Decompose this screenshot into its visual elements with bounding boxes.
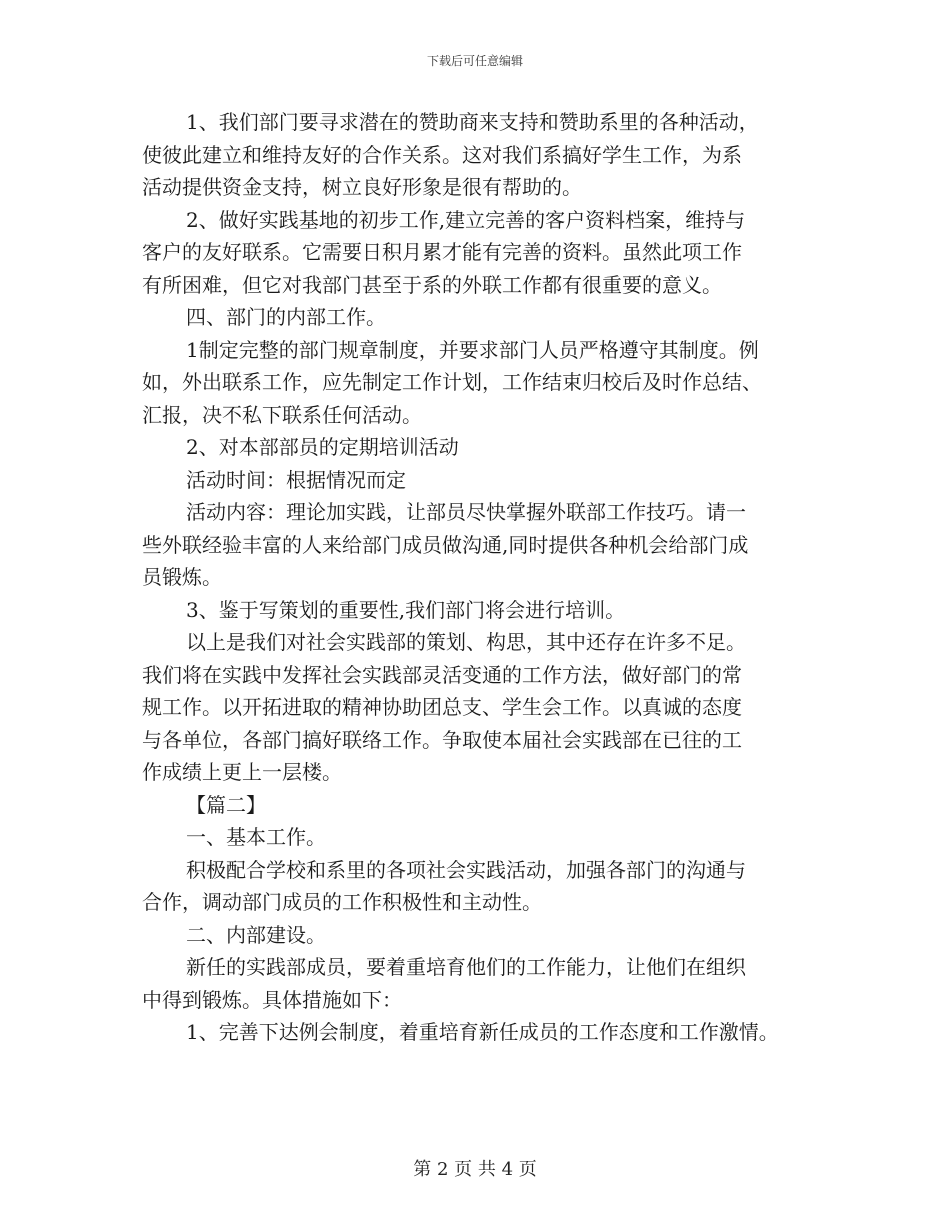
text-line: 中得到锻炼。具体措施如下： <box>142 987 402 1012</box>
text-line: 以上是我们对社会实践部的策划、构思，其中还存在许多不足。 <box>186 630 746 654</box>
paragraph <box>142 496 842 594</box>
text-line: 四、部门的内部工作。 <box>186 305 386 329</box>
text-line: 与各单位，各部门搞好联络工作。争取使本届社会实践部在已往的工 <box>142 727 742 752</box>
text-line: 有所困难，但它对我部门甚至于系的外联工作都有很重要的意义。 <box>142 272 722 297</box>
text-line: 1、完善下达例会制度，着重培育新任成员的工作态度和工作激情。 <box>186 1020 779 1044</box>
text-line: 活动内容：理论加实践，让部员尽快掌握外联部工作技巧。请一 <box>186 500 746 524</box>
paragraph <box>142 464 842 497</box>
text-line: 一、基本工作。 <box>186 825 326 849</box>
paragraph <box>142 626 842 789</box>
paragraph <box>142 594 842 627</box>
section-heading <box>142 919 842 952</box>
section-heading <box>142 301 842 334</box>
text-line: 规工作。以开拓进取的精神协助团总支、学生会工作。以真诚的态度 <box>142 695 742 719</box>
text-line: 活动时间：根据情况而定 <box>186 467 406 492</box>
paragraph <box>142 106 842 204</box>
text-line: 新任的实践部成员，要着重培育他们的工作能力，让他们在组织 <box>186 955 746 979</box>
text-line: 积极配合学校和系里的各项社会实践活动，加强各部门的沟通与 <box>186 857 746 882</box>
paragraph <box>142 204 842 302</box>
text-line: 客户的友好联系。它需要日积月累才能有完善的资料。虽然此项工作 <box>142 240 742 264</box>
paragraph <box>142 951 842 1016</box>
paragraph <box>142 1016 842 1049</box>
section-heading <box>142 821 842 854</box>
document-body <box>142 106 842 1049</box>
page-footer: 第 2 页 共 4 页 <box>413 1159 537 1180</box>
text-line: 二、内部建设。 <box>186 922 326 947</box>
paragraph <box>142 431 842 464</box>
text-line: 活动提供资金支持，树立良好形象是很有帮助的。 <box>142 175 582 199</box>
section-heading <box>142 789 842 822</box>
text-line: 如，外出联系工作，应先制定工作计划，工作结束归校后及时作总结、 <box>142 370 762 394</box>
text-line: 我们将在实践中发挥社会实践部灵活变通的工作方法，做好部门的常 <box>142 662 742 687</box>
text-line: 3、鉴于写策划的重要性,我们部门将会进行培训。 <box>186 597 626 622</box>
text-line: 1制定完整的部门规章制度，并要求部门人员严格遵守其制度。例 <box>186 337 759 362</box>
text-line: 员锻炼。 <box>142 565 222 589</box>
paragraph <box>142 854 842 919</box>
text-line: 2、做好实践基地的初步工作,建立完善的客户资料档案，维持与 <box>186 207 746 232</box>
text-line: 作成绩上更上一层楼。 <box>142 760 342 784</box>
text-line: 些外联经验丰富的人来给部门成员做沟通,同时提供各种机会给部门成 <box>142 532 749 557</box>
text-line: 1、我们部门要寻求潜在的赞助商来支持和赞助系里的各种活动， <box>186 110 759 134</box>
text-line: 合作，调动部门成员的工作积极性和主动性。 <box>142 890 542 914</box>
paragraph <box>142 334 842 432</box>
text-line: 2、对本部部员的定期培训活动 <box>186 435 459 459</box>
text-line: 使彼此建立和维持友好的合作关系。这对我们系搞好学生工作，为系 <box>142 142 742 167</box>
text-line: 【篇二】 <box>186 792 266 817</box>
page-header: 下载后可任意编辑 <box>426 54 523 68</box>
text-line: 汇报，决不私下联系任何活动。 <box>142 402 422 427</box>
